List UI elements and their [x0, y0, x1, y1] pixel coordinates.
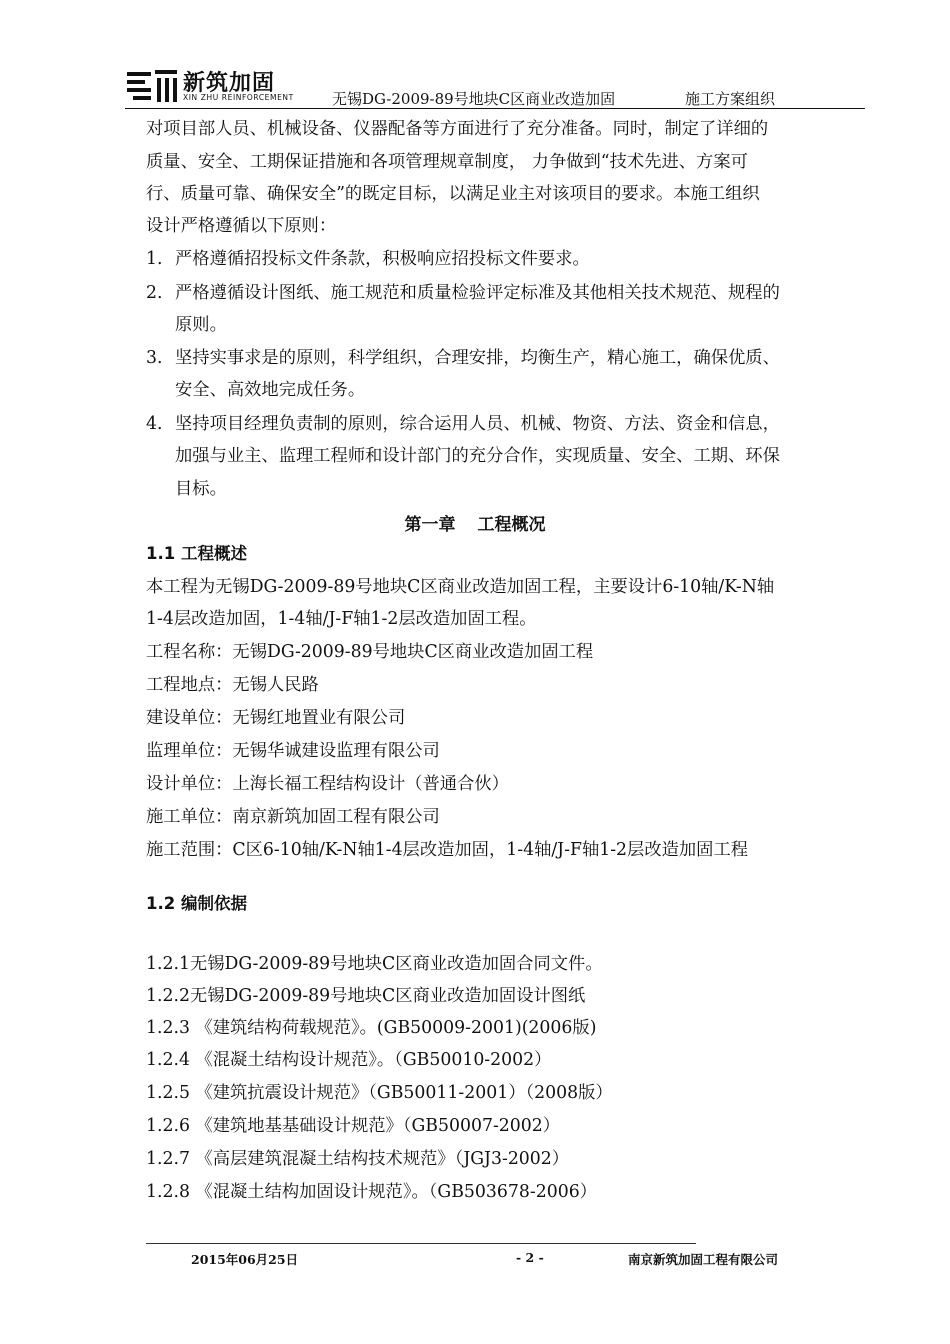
project-info-item: 施工范围：C区6-10轴/K-N轴1-4层改造加固，1-4轴/J-F轴1-2层改造加固工程 — [146, 840, 749, 860]
principle-text: 坚持实事求是的原则，科学组织，合理安排，均衡生产，精心施工，确保优质、 — [175, 348, 780, 368]
principle-item — [146, 413, 780, 435]
section-heading: 1.2 编制依据 — [146, 894, 247, 913]
principle-item — [146, 282, 780, 304]
basis-item: 1.2.5 《建筑抗震设计规范》（GB50011-2001）（2008版） — [146, 1083, 613, 1103]
list-number: 2. — [146, 283, 163, 303]
principle-continuation: 加强与业主、监理工程师和设计部门的充分合作，实现质量、安全、工期、环保 — [175, 446, 780, 466]
intro-line: 行、质量可靠、确保安全”的既定目标，以满足业主对该项目的要求。本施工组织 — [146, 184, 760, 204]
principle-text: 坚持项目经理负责制的原则，综合运用人员、机械、物资、方法、资金和信息， — [175, 414, 780, 434]
intro-line: 对项目部人员、机械设备、仪器配备等方面进行了充分准备。同时，制定了详细的 — [146, 119, 769, 139]
chapter-heading — [0, 510, 950, 535]
principle-item — [146, 347, 780, 369]
list-number: 3. — [146, 348, 163, 368]
header-divider — [125, 108, 865, 109]
overview-line: 本工程为无锡DG-2009-89号地块C区商业改造加固工程，主要设计6-10轴/K-N轴 — [146, 577, 775, 597]
page-header — [125, 64, 865, 110]
basis-item: 1.2.2无锡DG-2009-89号地块C区商业改造加固设计图纸 — [146, 986, 586, 1006]
footer-company: 南京新筑加固工程有限公司 — [628, 1252, 779, 1267]
footer-page-number: - 2 - — [516, 1250, 544, 1265]
logo-chinese-name: 新筑加固 — [183, 71, 276, 96]
basis-item: 1.2.8 《混凝土结构加固设计规范》。（GB503678-2006） — [146, 1182, 597, 1202]
basis-item: 1.2.1无锡DG-2009-89号地块C区商业改造加固合同文件。 — [146, 954, 603, 974]
principle-text: 严格遵循招投标文件条款，积极响应招投标文件要求。 — [175, 249, 590, 269]
intro-line: 质量、安全、工期保证措施和各项管理规章制度， 力争做到“技术先进、方案可 — [146, 152, 748, 172]
project-info-item: 监理单位：无锡华诚建设监理有限公司 — [146, 741, 440, 761]
basis-item: 1.2.3 《建筑结构荷载规范》。(GB50009-2001)(2006版) — [146, 1018, 597, 1038]
logo-english-name: XIN ZHU REINFORCEMENT — [183, 93, 294, 102]
principle-text: 严格遵循设计图纸、施工规范和质量检验评定标准及其他相关技术规范、规程的 — [175, 283, 780, 303]
list-number: 4. — [146, 414, 163, 434]
overview-line: 1-4层改造加固，1-4轴/J-F轴1-2层改造加固工程。 — [146, 609, 537, 629]
project-info-item: 施工单位：南京新筑加固工程有限公司 — [146, 807, 440, 827]
header-document-type: 施工方案组织 — [685, 90, 776, 108]
header-project-title: 无锡DG-2009-89号地块C区商业改造加固 — [332, 90, 616, 108]
footer-date: 2015年06月25日 — [191, 1252, 299, 1267]
principle-item — [146, 248, 590, 270]
chapter-number: 第一章 — [404, 515, 456, 535]
basis-item: 1.2.4 《混凝土结构设计规范》。（GB50010-2002） — [146, 1050, 552, 1070]
project-info-item: 工程地点：无锡人民路 — [146, 675, 319, 695]
project-info-item: 设计单位：上海长福工程结构设计（普通合伙） — [146, 774, 509, 794]
list-number: 1. — [146, 249, 163, 269]
section-heading: 1.1 工程概述 — [146, 544, 247, 563]
project-info-item: 建设单位：无锡红地置业有限公司 — [146, 708, 406, 728]
footer-divider — [146, 1243, 696, 1244]
principle-continuation: 安全、高效地完成任务。 — [175, 380, 366, 400]
intro-line: 设计严格遵循以下原则： — [146, 216, 337, 236]
project-info-item: 工程名称：无锡DG-2009-89号地块C区商业改造加固工程 — [146, 642, 594, 662]
principle-continuation: 原则。 — [175, 315, 227, 335]
chapter-title: 工程概况 — [477, 515, 546, 535]
company-logo — [125, 64, 295, 104]
basis-item: 1.2.6 《建筑地基基础设计规范》（GB50007-2002） — [146, 1116, 561, 1136]
principle-continuation: 目标。 — [175, 479, 227, 499]
basis-item: 1.2.7 《高层建筑混凝土结构技术规范》（JGJ3-2002） — [146, 1149, 570, 1169]
logo-mark-icon — [127, 70, 181, 106]
